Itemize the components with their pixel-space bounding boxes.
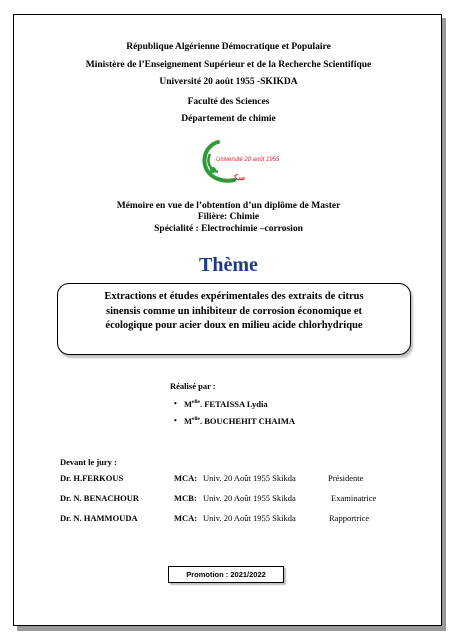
specialite-line: Spécialité : Electrochimie –corrosion: [154, 224, 303, 234]
promotion-box: Promotion : 2021/2022: [168, 566, 284, 583]
jury-affiliation: Univ. 20 Août 1955 Skikda: [203, 493, 296, 503]
jury-affiliation: Univ. 20 Août 1955 Skikda: [203, 473, 296, 483]
jury-name: Dr. H.FERKOUS: [60, 473, 124, 483]
jury-role: Examinatrice: [331, 493, 377, 503]
title-box: [57, 283, 411, 355]
author-item: $M^{elle}$. BOUCHEHIT CHAIMA: [184, 416, 295, 426]
header-university: Université 20 août 1955 -SKIKDA: [159, 77, 298, 87]
page-shadow-right: [442, 18, 446, 631]
svg-text:ﺳﻜ: ﺳﻜ: [234, 173, 246, 182]
header-department: Département de chimie: [181, 114, 276, 124]
jury-affiliation: Univ. 20 Août 1955 Skikda: [203, 513, 296, 523]
page-shadow-bottom: [17, 626, 445, 631]
header-ministry: Ministère de l’Enseignement Supérieur et de la Recherche Scientifique: [85, 60, 372, 70]
university-logo-icon: [196, 136, 280, 186]
jury-name: Dr. N. BENACHOUR: [60, 493, 140, 503]
memoire-line: Mémoire en vue de l’obtention d’un diplôme de Master: [116, 201, 341, 211]
jury-heading: Devant le jury :: [60, 457, 117, 467]
jury-role: Rapportrice: [329, 513, 370, 523]
jury-grade: MCB:: [174, 493, 197, 503]
jury-role: Présidente: [328, 473, 364, 483]
title-line-2: sinensis comme un inhibiteur de corrosion économique et: [106, 305, 362, 317]
title-line-1: Extractions et études expérimentales des extraits de citrus: [104, 291, 364, 302]
filiere-line: Filière: Chimie: [197, 212, 260, 222]
bullet-icon: •: [174, 399, 177, 408]
authors-heading: Réalisé par :: [170, 381, 216, 391]
jury-grade: MCA:: [174, 513, 198, 523]
jury-name: Dr. N. HAMMOUDA: [60, 513, 138, 523]
logo-text: Université 20 août 1955: [216, 157, 280, 163]
title-line-3: écologique pour acier doux en milieu acide chlorhydrique: [105, 320, 363, 331]
author-item: $M^{elle}$. FETAISSA Lydia: [184, 399, 268, 409]
header-faculty: Faculté des Sciences: [187, 97, 270, 107]
jury-grade: MCA:: [174, 473, 198, 483]
theme-heading: Thème: [199, 254, 258, 276]
header-republic: République Algérienne Démocratique et Populaire: [126, 42, 331, 52]
bullet-icon: •: [174, 416, 177, 425]
